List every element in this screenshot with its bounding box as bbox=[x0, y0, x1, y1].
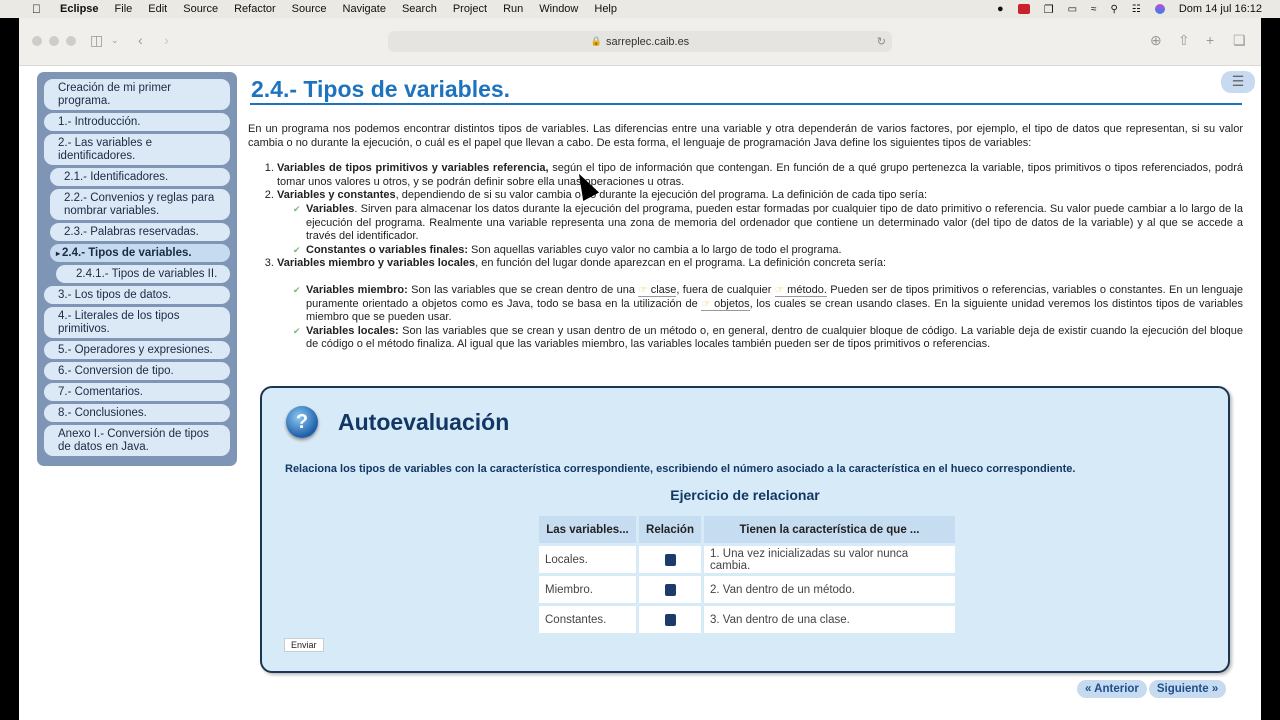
menu-search[interactable]: Search bbox=[401, 3, 437, 15]
menu-edit[interactable]: Edit bbox=[148, 3, 168, 15]
table-row bbox=[539, 576, 955, 603]
window-controls bbox=[32, 36, 76, 46]
relation-cell bbox=[639, 546, 701, 573]
new-tab-icon[interactable]: + bbox=[1206, 32, 1215, 48]
pointing-hand-icon: ☞ bbox=[774, 284, 784, 296]
clock[interactable]: Dom 14 jul 16:12 bbox=[1178, 3, 1262, 15]
reload-icon[interactable]: ↻ bbox=[876, 36, 886, 48]
minimize-window-button[interactable] bbox=[49, 36, 59, 46]
relation-input[interactable] bbox=[665, 554, 676, 566]
page-content bbox=[19, 66, 1261, 720]
course-index bbox=[37, 72, 237, 466]
lock-icon: 🔒 bbox=[590, 36, 603, 46]
browser-window bbox=[19, 18, 1261, 720]
nav-item[interactable]: Creación de mi primer programa. bbox=[44, 79, 230, 110]
wifi-icon[interactable]: ≈ bbox=[1091, 3, 1097, 15]
matching-table bbox=[536, 513, 958, 636]
menu-source-2[interactable]: Source bbox=[291, 3, 327, 15]
check-item: ✔ Variables. Sirven para almacenar los datos durante la ejecución del programa, pueden estar formadas por cualquier tipo de dato primitivo o referencia. Su valor puede cambiar a lo largo de la ejecución del programa. Realmente una variable representa una zona de memoria del ordenador que contiene un determinado valor (del tipo de datos de la variable) y al que se accede a través del identificador. bbox=[293, 203, 1243, 244]
nav-item-label: 2.4.- Tipos de variables. bbox=[62, 247, 192, 259]
mcafee-icon[interactable] bbox=[1018, 4, 1030, 14]
list-item: 3. Variables miembro y variables locales, en función del lugar donde aparezcan en el programa. La definición concreta sería: ✔ Variables miembro: Son las variables que se crean dentro de una ☞ clase, fuera de cualquier ☞ método. Pueden ser de tipos primitivos o referencias, variables o constantes. En un lenguaje puramente orientado a objetos como es Java, todo se basa en la utilización de ☞ objetos, los cuales se crean usando clases. En la siguiente unidad veremos los distintos tipos de variables miembro que se pueden usar. ✔ Variables locales: Son las variables que se crean y usan dentro de un método o, en general, dentro de cualquier bloque de código. La variable deja de existir cuando la ejecución del bloque de código o el método finaliza. Al igual que las variables miembro, las variables locales también pueden ser de tipos primitivos o referencias. bbox=[277, 257, 1243, 352]
browser-toolbar bbox=[19, 18, 1261, 66]
next-button[interactable]: Siguiente » bbox=[1149, 680, 1226, 698]
control-center-icon[interactable]: ☷ bbox=[1131, 3, 1141, 15]
feature-cell: 2. Van dentro de un método. bbox=[704, 576, 955, 603]
glossary-link-metodo[interactable]: ☞ método. bbox=[774, 283, 827, 296]
relation-cell bbox=[639, 576, 701, 603]
nav-item[interactable]: 6.- Conversion de tipo. bbox=[44, 362, 230, 380]
nav-item[interactable]: 4.- Literales de los tipos primitivos. bbox=[44, 307, 230, 338]
variable-cell: Locales. bbox=[539, 546, 636, 573]
app-menu[interactable]: Eclipse bbox=[60, 3, 99, 15]
variable-cell: Constantes. bbox=[539, 606, 636, 633]
exercise-title: Ejercicio de relacionar bbox=[670, 487, 820, 503]
menu-window[interactable]: Window bbox=[539, 3, 579, 15]
table-row bbox=[539, 546, 955, 573]
menu-project[interactable]: Project bbox=[452, 3, 488, 15]
chevron-down-icon[interactable]: ⌄ bbox=[111, 35, 119, 45]
relation-input[interactable] bbox=[665, 584, 676, 596]
record-icon[interactable]: ● bbox=[997, 3, 1004, 15]
menu-refactor[interactable]: Refactor bbox=[234, 3, 276, 15]
macos-menubar bbox=[0, 0, 1280, 18]
main-content bbox=[248, 66, 1243, 352]
menu-help[interactable]: Help bbox=[594, 3, 617, 15]
spotlight-icon[interactable]: ⚲ bbox=[1110, 3, 1118, 15]
pointing-hand-icon: ☞ bbox=[701, 298, 711, 310]
title-divider bbox=[250, 103, 1242, 105]
menu-navigate[interactable]: Navigate bbox=[342, 3, 386, 15]
hamburger-menu-button[interactable]: ☰ bbox=[1221, 71, 1255, 93]
screen-mirror-icon[interactable]: ❐ bbox=[1043, 3, 1054, 16]
address-bar[interactable] bbox=[388, 31, 892, 52]
self-assessment-panel bbox=[260, 386, 1230, 673]
url-text: sarreplec.caib.es bbox=[606, 35, 690, 48]
table-row bbox=[539, 606, 955, 633]
pointing-hand-icon: ☞ bbox=[638, 284, 648, 296]
close-window-button[interactable] bbox=[32, 36, 42, 46]
previous-button[interactable]: « Anterior bbox=[1077, 680, 1147, 698]
column-header: Tienen la característica de que ... bbox=[704, 516, 955, 543]
sidebar-toggle-icon[interactable]: ◫ bbox=[90, 32, 104, 48]
intro-paragraph: En un programa nos podemos encontrar distintos tipos de variables. Las diferencias entre una variable y otra dependerán de varios factores, por ejemplo, el tipo de datos que representan, si su valor cambia o no durante la ejecución, o cuál es el papel que llevan a cabo. De esta forma, el lenguaje de programación Java define los siguientes tipos de variables: bbox=[248, 123, 1243, 149]
relation-input[interactable] bbox=[665, 614, 676, 626]
menu-run[interactable]: Run bbox=[503, 3, 524, 15]
siri-icon[interactable] bbox=[1155, 4, 1165, 14]
variable-types-list bbox=[248, 162, 1243, 352]
nav-item[interactable]: 3.- Los tipos de datos. bbox=[44, 286, 230, 304]
nav-item[interactable]: 2.3.- Palabras reservadas. bbox=[50, 223, 230, 241]
tab-overview-icon[interactable]: ❏ bbox=[1233, 32, 1246, 48]
nav-item-active[interactable] bbox=[50, 244, 230, 262]
nav-item[interactable]: 2.4.1.- Tipos de variables II. bbox=[56, 265, 230, 283]
column-header: Las variables... bbox=[539, 516, 636, 543]
nav-item[interactable]: 1.- Introducción. bbox=[44, 113, 230, 131]
column-header: Relación bbox=[639, 516, 701, 543]
page-title: 2.4.- Tipos de variables. bbox=[251, 76, 511, 102]
downloads-icon[interactable]: ⊕ bbox=[1150, 32, 1162, 48]
nav-item[interactable]: 5.- Operadores y expresiones. bbox=[44, 341, 230, 359]
back-icon[interactable]: ‹ bbox=[138, 32, 143, 48]
zoom-window-button[interactable] bbox=[66, 36, 76, 46]
nav-item[interactable]: 2.2.- Convenios y reglas para nombrar variables. bbox=[50, 189, 230, 220]
check-item: ✔ Constantes o variables finales: Son aquellas variables cuyo valor no cambia a lo largo de todo el programa. bbox=[293, 244, 1243, 258]
variable-cell: Miembro. bbox=[539, 576, 636, 603]
menu-source[interactable]: Source bbox=[183, 3, 219, 15]
nav-item[interactable]: Anexo I.- Conversión de tipos de datos en Java. bbox=[44, 425, 230, 456]
relation-cell bbox=[639, 606, 701, 633]
check-item: ✔ Variables locales: Son las variables que se crean y usan dentro de un método o, en general, dentro de cualquier bloque de código. La variable deja de existir cuando la ejecución del bloque de código o el método finaliza. Al igual que las variables miembro, las variables locales también pueden ser de tipos primitivos o referencias. bbox=[293, 325, 1243, 352]
nav-item[interactable]: 7.- Comentarios. bbox=[44, 383, 230, 401]
submit-button[interactable]: Enviar bbox=[284, 638, 324, 652]
list-item: 1. Variables de tipos primitivos y variables referencia, según el tipo de información que contengan. En función de a qué grupo pertenezca la variable, tipos primitivos o tipos referenciados, podrá tomar unos valores u otros, y se podrán definir sobre ella unas operaciones u otras. bbox=[277, 162, 1243, 189]
check-item: ✔ Variables miembro: Son las variables que se crean dentro de una ☞ clase, fuera de cualquier ☞ método. Pueden ser de tipos primitivos o referencias, variables o constantes. En un lenguaje puramente orientado a objetos como es Java, todo se basa en la utilización de ☞ objetos, los cuales se crean usando clases. En la siguiente unidad veremos los distintos tipos de variables miembro que se pueden usar. bbox=[293, 284, 1243, 325]
self-assessment-title: Autoevaluación bbox=[338, 408, 510, 435]
question-icon: ? bbox=[286, 406, 318, 438]
battery-icon[interactable]: ▭ bbox=[1067, 3, 1078, 15]
list-item: 2. Variables y constantes, dependiendo de si su valor cambia o no durante la ejecución del programa. La definición de cada tipo sería: ✔ Variables. Sirven para almacenar los datos durante la ejecución del programa, pueden estar formadas por cualquier tipo de dato primitivo o referencia. Su valor puede cambiar a lo largo de la ejecución del programa. Realmente una variable representa una zona de memoria del ordenador que contiene un determinado valor (del tipo de datos de la variable) y al que se accede a través del identificador. ✔ Constantes o variables finales: Son aquellas variables cuyo valor no cambia a lo largo de todo el programa. bbox=[277, 189, 1243, 257]
nav-item[interactable]: 2.1.- Identificadores. bbox=[50, 168, 230, 186]
nav-item[interactable]: 2.- Las variables e identificadores. bbox=[44, 134, 230, 165]
glossary-link-clase[interactable]: ☞ clase bbox=[638, 283, 677, 296]
apple-menu-icon[interactable] bbox=[32, 2, 46, 16]
glossary-link-objetos[interactable]: ☞ objetos bbox=[701, 297, 750, 310]
feature-cell: 3. Van dentro de una clase. bbox=[704, 606, 955, 633]
nav-item[interactable]: 8.- Conclusiones. bbox=[44, 404, 230, 422]
quiz-instruction: Relaciona los tipos de variables con la característica correspondiente, escribiendo el número asociado a la característica en el hueco correspondiente. bbox=[285, 463, 1076, 475]
forward-icon[interactable]: › bbox=[164, 32, 169, 48]
current-arrow-icon: ▸ bbox=[56, 249, 61, 258]
menu-file[interactable]: File bbox=[114, 3, 133, 15]
pagination bbox=[1077, 680, 1226, 698]
share-icon[interactable]: ⇧ bbox=[1178, 32, 1190, 48]
feature-cell: 1. Una vez inicializadas su valor nunca cambia. bbox=[704, 546, 955, 573]
